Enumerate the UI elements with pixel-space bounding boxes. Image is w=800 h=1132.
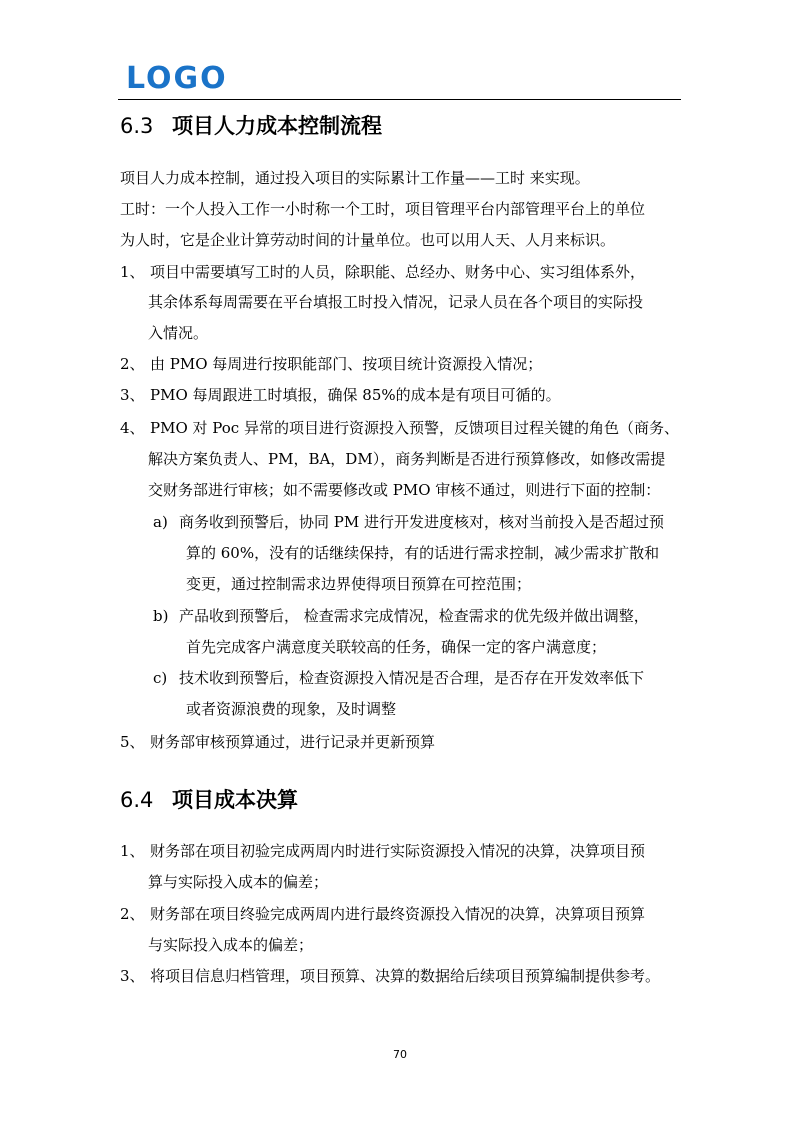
sub-item-text: 商务收到预警后，协同 PM 进行开发进度核对，核对当前投入是否超过预 (179, 513, 664, 531)
list-item-number: 2、 (120, 905, 145, 923)
section-number: 6.3 (120, 114, 154, 138)
list-item-number: 3、 (120, 967, 145, 985)
list-item-number: 5、 (120, 733, 145, 751)
list-item-text: 入情况。 (148, 324, 209, 342)
definition-line: 为人时，它是企业计算劳动时间的计量单位。也可以用人天、人月来标识。 (120, 231, 616, 249)
sub-item-marker: c) (153, 669, 168, 687)
list-item-text: 由 PMO 每周进行按职能部门、按项目统计资源投入情况； (150, 355, 543, 373)
list-item-number: 1、 (120, 842, 145, 860)
section-title: 项目成本决算 (172, 788, 298, 812)
intro-paragraph: 项目人力成本控制，通过投入项目的实际累计工作量——工时 来实现。 (120, 169, 590, 187)
sub-item-text: 首先完成客户满意度关联较高的任务，确保一定的客户满意度； (186, 638, 607, 656)
list-item-text: 与实际投入成本的偏差； (148, 936, 314, 954)
list-item-text: 其余体系每周需要在平台填报工时投入情况，记录人员在各个项目的实际投 (148, 293, 644, 311)
section-number: 6.4 (120, 788, 154, 812)
sub-item-text: 产品收到预警后， 检查需求完成情况，检查需求的优先级并做出调整， (179, 607, 649, 625)
sub-item-text: 技术收到预警后，检查资源投入情况是否合理，是否存在开发效率低下 (179, 669, 645, 687)
page-number: 70 (393, 1048, 407, 1061)
sub-item-text: 或者资源浪费的现象，及时调整 (186, 700, 397, 718)
list-item-text: PMO 每周跟进工时填报，确保 85%的成本是有项目可循的。 (150, 386, 561, 404)
definition-line: 工时：一个人投入工作一小时称一个工时，项目管理平台内部管理平台上的单位 (120, 200, 646, 218)
header-rule (118, 99, 681, 100)
sub-item-text: 变更，通过控制需求边界使得项目预算在可控范围； (186, 575, 532, 593)
list-item-number: 4、 (120, 419, 145, 437)
list-item-text: 财务部在项目终验完成两周内进行最终资源投入情况的决算，决算项目预算 (150, 905, 646, 923)
list-item-text: 财务部在项目初验完成两周内时进行实际资源投入情况的决算，决算项目预 (150, 842, 646, 860)
sub-item-marker: b) (153, 607, 169, 625)
list-item-text: 算与实际投入成本的偏差； (148, 873, 329, 891)
section-6-4-heading (120, 787, 298, 813)
list-item-number: 2、 (120, 355, 145, 373)
list-item-text: 解决方案负责人、PM，BA，DM），商务判断是否进行预算修改，如修改需提 (148, 450, 666, 468)
sub-item-marker: a) (153, 513, 168, 531)
list-item-number: 1、 (120, 263, 145, 281)
section-title: 项目人力成本控制流程 (172, 114, 382, 138)
list-item-text: 项目中需要填写工时的人员，除职能、总经办、财务中心、实习组体系外， (150, 263, 646, 281)
list-item-number: 3、 (120, 386, 145, 404)
list-item-text: 财务部审核预算通过，进行记录并更新预算 (150, 733, 436, 751)
list-item-text: 交财务部进行审核；如不需要修改或 PMO 审核不通过，则进行下面的控制： (148, 481, 661, 499)
section-6-3-heading (120, 113, 382, 139)
list-item-text: PMO 对 Poc 异常的项目进行资源投入预警，反馈项目过程关键的角色（商务、 (150, 419, 679, 437)
sub-item-text: 算的 60%，没有的话继续保持，有的话进行需求控制，减少需求扩散和 (186, 544, 660, 562)
list-item-text: 将项目信息归档管理，项目预算、决算的数据给后续项目预算编制提供参考。 (150, 967, 661, 985)
company-logo: LOGO (126, 61, 228, 96)
